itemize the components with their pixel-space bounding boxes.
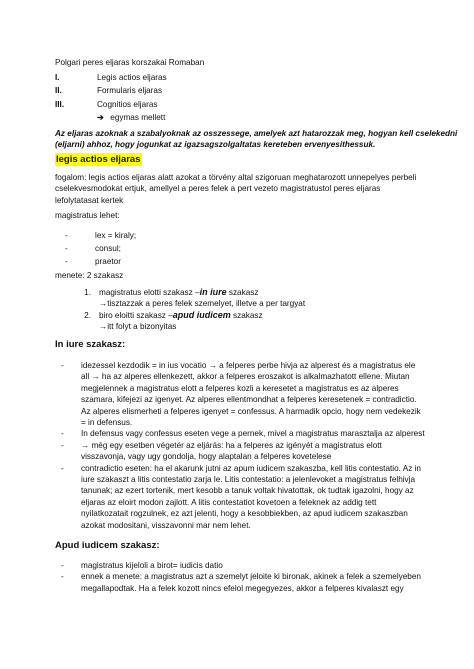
list-item: - praetor [65, 257, 121, 266]
definition-paragraph [55, 172, 427, 206]
list-number: II. [55, 86, 62, 96]
magistratus-label: magistratus lehet: [55, 211, 120, 220]
list-item: - lex = kiraly; [65, 231, 137, 240]
dash-bullet: - [65, 231, 68, 240]
list-item: - contradictio eseten: ha el akarunk jutni az apum iudicem szakaszba, kell litis contestatio. Az in iure szakaszt a litis contestatio zarja le. Litis contestatio: a jelenlevoket a magistratus felhivja tanunak; az ezert tortenik, mert kesobb a tanuk voltak hivatottak, ok tudtak igazolni, hogy az eljaras az eloirt modon zajlott. A litis contestatiot kovetoen a feleknek az addig tett nyilatkozatait rogzulnek, ez azt jelenti, hogy a kesobbiekben, az apud iudicem szakaszban azokat modositani, visszavonni mar nem lehet. [61, 463, 421, 530]
stages-list [55, 287, 427, 333]
apud-iudicem-bullets [55, 560, 427, 594]
text-line: (eljarni) ahhoz, hogy jogunkat az igazsagszolgaltatas kereteben ervenyesithessuk. [55, 140, 376, 150]
list-number: 2. [84, 310, 91, 320]
list-subitem: →tisztazzak a peres felek szemelyet, illetve a per targyat [99, 299, 306, 309]
dash-bullet: - [61, 561, 64, 570]
dash-bullet: - [65, 244, 68, 253]
dash-bullet: - [61, 361, 64, 370]
list-item: - consul; [65, 244, 121, 253]
dash-bullet: - [61, 572, 64, 582]
highlighted-heading: legis actios eljaras [56, 154, 141, 165]
section-heading-apud-iudicem: Apud iudicem szakasz: [55, 540, 160, 551]
list-number: 1. [84, 288, 91, 297]
menete-label: menete: 2 szakasz [55, 271, 124, 280]
text-line: lefolytatasat kertek [55, 195, 124, 205]
text-line: cselekvesmodokat ertjuk, amellyel a peres felek a pert vezeto magistratustol peres eljaras [55, 184, 381, 194]
list-item: 2. biro eloitti szakasz –apud iudicem szakasz [55, 310, 427, 321]
list-number: I. [55, 73, 60, 82]
list-item [55, 85, 427, 96]
list-item: - idezessel kezdodik = in ius vocatio → a felperes perbe hivja az alperest és a magistratus ele all → ha az alperes ellenkezett, akkor a felperes eroszakot is alkalmazhatott ellene. Miutan megjelennek a magistratus elott a felperes kozli a keresetet a magistratus es az alperes szamara, kifejezi az igenyet. Az alperes ellentmondhat a felperes keresetenek = contradictio. Az alperes elismerheti a felperes igenyet = confessus. A harmadik opcio, hogy nem vedekezik = in defensus. [61, 361, 421, 428]
list-item: - → még egy esetben végetér az eljárás: ha a felperes az igényét a magistratus elott visszavonja, vagy ugy gondolja, hogy alaptalan a felperes kovetelese [61, 440, 382, 462]
dash-bullet: - [61, 429, 64, 439]
text-line: Az eljaras azoknak a szabalyoknak az osszessege, amelyek azt hatarozzak meg, hogyan kell cselekedni [55, 129, 458, 138]
list-number: III. [55, 99, 65, 109]
periods-list [55, 72, 427, 124]
list-subitem [55, 112, 427, 123]
list-item: - In defensus vagy confessus eseten vege a pernek, mivel a magistratus marasztalja az alperest [61, 429, 425, 439]
document-title: Polgari peres eljaras korszakai Romaban [55, 58, 205, 67]
list-item [55, 99, 427, 110]
list-item-label: Cognitios eljaras [97, 99, 158, 109]
in-iure-bullets [55, 360, 427, 531]
list-item: 1. magistratus elotti szakasz –in iure szakasz [55, 287, 427, 298]
intro-paragraph [55, 128, 458, 151]
list-subitem-label: egymas mellett [110, 113, 166, 123]
section-heading-legis [55, 154, 427, 165]
document-page [55, 0, 458, 669]
text-line: fogalom: legis actios eljaras alatt azokat a törvény altal szigoruan meghatarozott unnepelyes perbeli [55, 173, 417, 182]
list-item [55, 72, 427, 83]
stage-term: apud iudicem [172, 309, 231, 320]
list-item: - ennek a menete: a magistratus azt a szemelyt jeloite ki bironak, akinek a felek a szemelyeben megallapodtak. Ha a felek kozott nincs efelol megegyezes, akkor a felperes kivalaszt egy [61, 572, 421, 593]
dash-bullet: - [65, 257, 68, 266]
list-item-label: Formularis eljaras [97, 86, 163, 96]
arrow-right-icon: → [99, 299, 108, 309]
dash-bullet: - [61, 463, 64, 473]
magistratus-list [55, 230, 427, 268]
section-heading-in-iure: In iure szakasz: [55, 339, 126, 350]
arrow-right-icon: → [99, 322, 108, 332]
list-subitem: →itt folyt a bizonyitas [99, 322, 177, 332]
list-item: - magistratus kijeloli a birot= iudicis datio [61, 561, 223, 570]
dash-bullet: - [61, 440, 64, 450]
list-item-label: Legis actios eljaras [97, 73, 167, 82]
arrow-right-icon: ➔ [97, 113, 104, 123]
stage-term: in iure [199, 287, 227, 297]
